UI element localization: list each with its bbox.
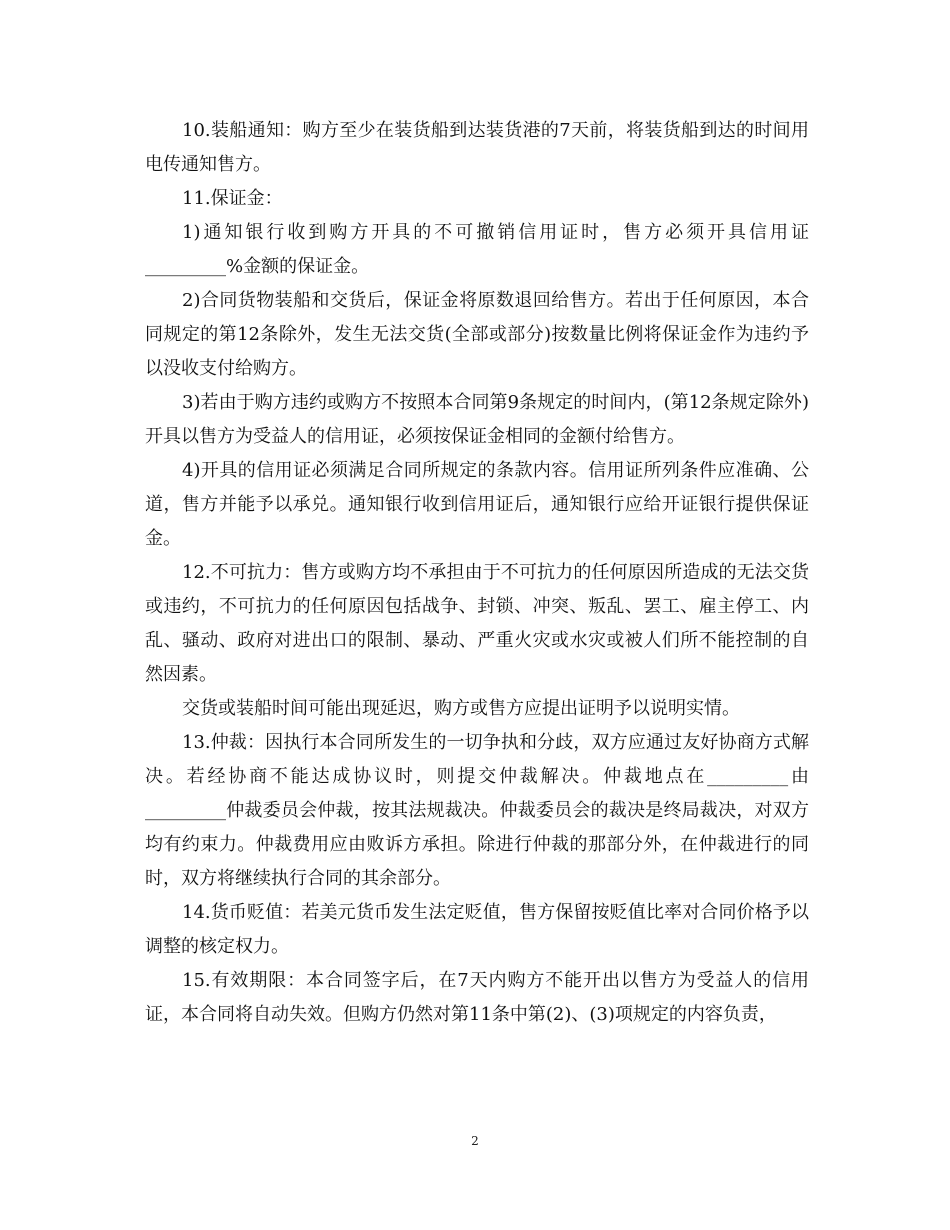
clause-10-shipping-notice: 10.装船通知：购方至少在装货船到达装货港的7天前，将装货船到达的时间用电传通知售方。 [145, 120, 809, 175]
clause-15-validity: 15.有效期限：本合同签字后，在7天内购方不能开出以售方为受益人的信用证，本合同将自动失效。但购方仍然对第11条中第(2)、(3)项规定的内容负责， [145, 970, 809, 1025]
document-body [145, 114, 809, 1032]
clause-11-item-3: 3)若由于购方违约或购方不按照本合同第9条规定的时间内，(第12条规定除外)开具以售方为受益人的信用证，必须按保证金相同的金额付给售方。 [145, 392, 809, 447]
clause-11-deposit-heading: 11.保证金： [182, 188, 283, 209]
clause-14-currency-devaluation: 14.货币贬值：若美元货币发生法定贬值，售方保留按贬值比率对合同价格予以调整的核定权力。 [145, 902, 809, 957]
clause-12-delay-note: 交货或装船时间可能出现延迟，购方或售方应提出证明予以说明实情。 [182, 698, 740, 719]
clause-13-arbitration: 13.仲裁：因执行本合同所发生的一切争执和分歧，双方应通过友好协商方式解决。若经协商不能达成协议时，则提交仲裁解决。仲裁地点在_________由_________仲裁委员会仲裁，按其法规裁决。仲裁委员会的裁决是终局裁决，对双方均有约束力。仲裁费用应由败诉方承担。除进行仲裁的那部分外，在仲裁进行的同时，双方将继续执行合同的其余部分。 [145, 732, 809, 889]
clause-12-force-majeure: 12.不可抗力：售方或购方均不承担由于不可抗力的任何原因所造成的无法交货或违约，不可抗力的任何原因包括战争、封锁、冲突、叛乱、罢工、雇主停工、内乱、骚动、政府对进出口的限制、暴动、严重火灾或水灾或被人们所不能控制的自然因素。 [145, 562, 809, 685]
clause-11-item-2: 2)合同货物装船和交货后，保证金将原数退回给售方。若出于任何原因，本合同规定的第12条除外，发生无法交货(全部或部分)按数量比例将保证金作为违约予以没收支付给购方。 [145, 290, 809, 379]
clause-11-item-1: 1)通知银行收到购方开具的不可撤销信用证时，售方必须开具信用证_________%金额的保证金。 [145, 222, 809, 277]
clause-11-item-4: 4)开具的信用证必须满足合同所规定的条款内容。信用证所列条件应准确、公道，售方并能予以承兑。通知银行收到信用证后，通知银行应给开证银行提供保证金。 [145, 460, 809, 549]
page-number: 2 [471, 1134, 479, 1148]
